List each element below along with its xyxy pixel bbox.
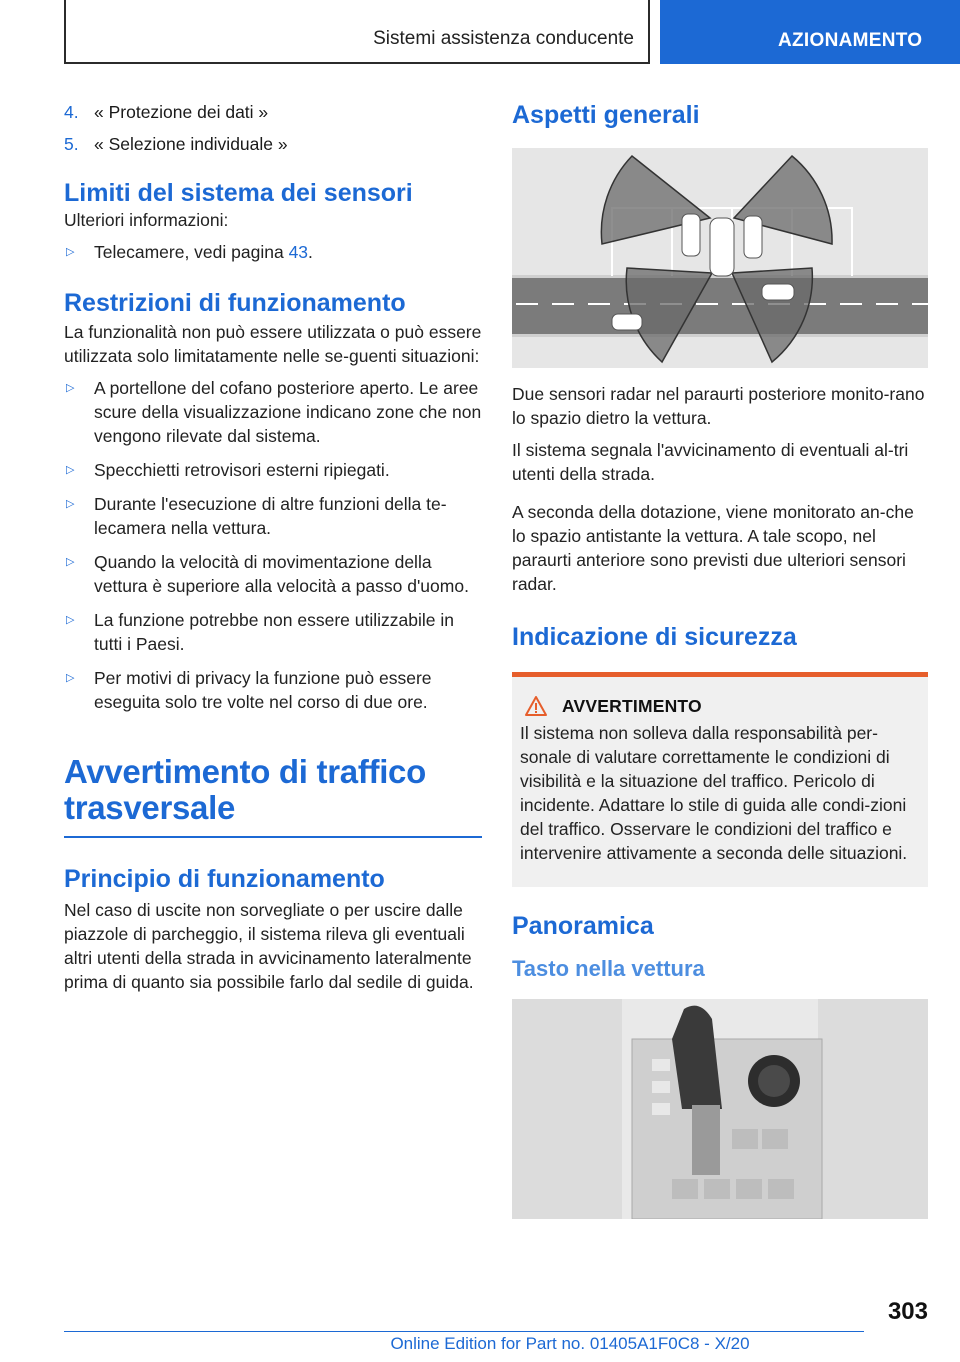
radar-coverage-illustration [512, 148, 928, 368]
numbered-item [64, 132, 482, 156]
page-number: 303 [887, 1298, 928, 1325]
center-console-illustration [512, 999, 928, 1219]
restriction-bullet [64, 550, 482, 598]
restrictions-intro: La funzionalità non può essere utilizzata o può essere utilizzata solo limitatamente nelle se-guenti situazioni: [64, 322, 482, 366]
warning-box [512, 672, 928, 887]
left-column [64, 100, 482, 994]
button-subheading: Tasto nella vettura [512, 956, 705, 981]
item-text: « Selezione individuale » [94, 134, 288, 154]
safety-heading: Indicazione di sicurezza [512, 623, 797, 651]
radar-para-2: Il sistema segnala l'avvicinamento di eventuali al-tri utenti della strada. [512, 440, 909, 484]
bullet-text: Telecamere, vedi pagina [94, 242, 289, 262]
triangle-bullet-icon: ▷ [66, 464, 75, 476]
triangle-bullet-icon: ▷ [66, 246, 75, 258]
header-chapter-title: AZIONAMENTO [778, 30, 923, 51]
triangle-bullet-icon: ▷ [66, 614, 75, 626]
principle-heading: Principio di funzionamento [64, 865, 385, 893]
bullet-text: Specchietti retrovisori esterni ripiegati. [94, 460, 390, 480]
restriction-bullet [64, 608, 482, 656]
triangle-bullet-icon: ▷ [66, 672, 75, 684]
restriction-bullet [64, 458, 482, 482]
bullet-text: Durante l'esecuzione di altre funzioni della te-lecamera nella vettura. [94, 494, 447, 538]
restriction-bullet [64, 666, 482, 714]
footer-rule [64, 1331, 864, 1332]
header-chapter-tab[interactable] [660, 0, 960, 64]
page-link[interactable]: 43 [288, 242, 309, 262]
limits-bullet [64, 240, 482, 264]
item-text: « Protezione dei dati » [94, 102, 269, 122]
bullet-end: . [308, 242, 313, 262]
limits-intro: Ulteriori informazioni: [64, 210, 229, 230]
right-column [512, 100, 928, 1219]
overview-heading: Panoramica [512, 912, 654, 940]
bullet-text: Quando la velocità di movimentazione della vettura è superiore alla velocità a passo d'uomo. [94, 552, 469, 596]
general-heading: Aspetti generali [512, 101, 700, 129]
warning-triangle-icon [524, 695, 548, 717]
principle-text: Nel caso di uscite non sorvegliate o per uscire dalle piazzole di parcheggio, il sistema rileva gli eventuali altri utenti della strada in avvicinamento lateralmente prima di quanto sia possibile farlo dal sedile di guida. [64, 900, 474, 992]
triangle-bullet-icon: ▷ [66, 556, 75, 568]
main-title [64, 754, 482, 826]
footer-edition: Online Edition for Part no. 01405A1F0C8 - X/20 [390, 1334, 750, 1353]
limits-heading: Limiti del sistema dei sensori [64, 179, 413, 207]
bullet-text: La funzione potrebbe non essere utilizzabile in tutti i Paesi. [94, 610, 454, 654]
restrictions-heading: Restrizioni di funzionamento [64, 289, 406, 317]
triangle-bullet-icon: ▷ [66, 382, 75, 394]
numbered-item [64, 100, 482, 124]
warning-text: Il sistema non solleva dalla responsabilità per-sonale di valutare correttamente le condizioni di visibilità e la situazione del traffico. Pericolo di incidente. Adattare lo stile di guida alle condi-zioni del traffico. Osservare le condizioni del traffico e intervenire attivamente a seconda delle situazioni. [520, 723, 908, 863]
restriction-bullet [64, 376, 482, 448]
triangle-bullet-icon: ▷ [66, 498, 75, 510]
title-rule [64, 836, 482, 838]
item-number: 5. [64, 134, 79, 154]
item-number: 4. [64, 102, 79, 122]
main-title-line: Avvertimento di traffico [64, 753, 426, 790]
header-section-box [64, 0, 650, 64]
bullet-text: Per motivi di privacy la funzione può essere eseguita solo tre volte nel corso di due ore. [94, 668, 432, 712]
warning-header [520, 695, 920, 717]
radar-para-1: Due sensori radar nel paraurti posteriore monito-rano lo spazio dietro la vettura. [512, 384, 925, 428]
bullet-text: A portellone del cofano posteriore aperto. Le aree scure della visualizzazione indicano zone che non vengono rilevate dal sistema. [94, 378, 482, 446]
header-section-title: Sistemi assistenza conducente [373, 28, 634, 49]
radar-para-3: A seconda della dotazione, viene monitorato an-che lo spazio antistante la vettura. A tale scopo, nel paraurti anteriore sono previsti due ulteriori sensori radar. [512, 502, 914, 594]
warning-label: AVVERTIMENTO [562, 695, 702, 716]
main-title-line: trasversale [64, 789, 236, 826]
restriction-bullet [64, 492, 482, 540]
